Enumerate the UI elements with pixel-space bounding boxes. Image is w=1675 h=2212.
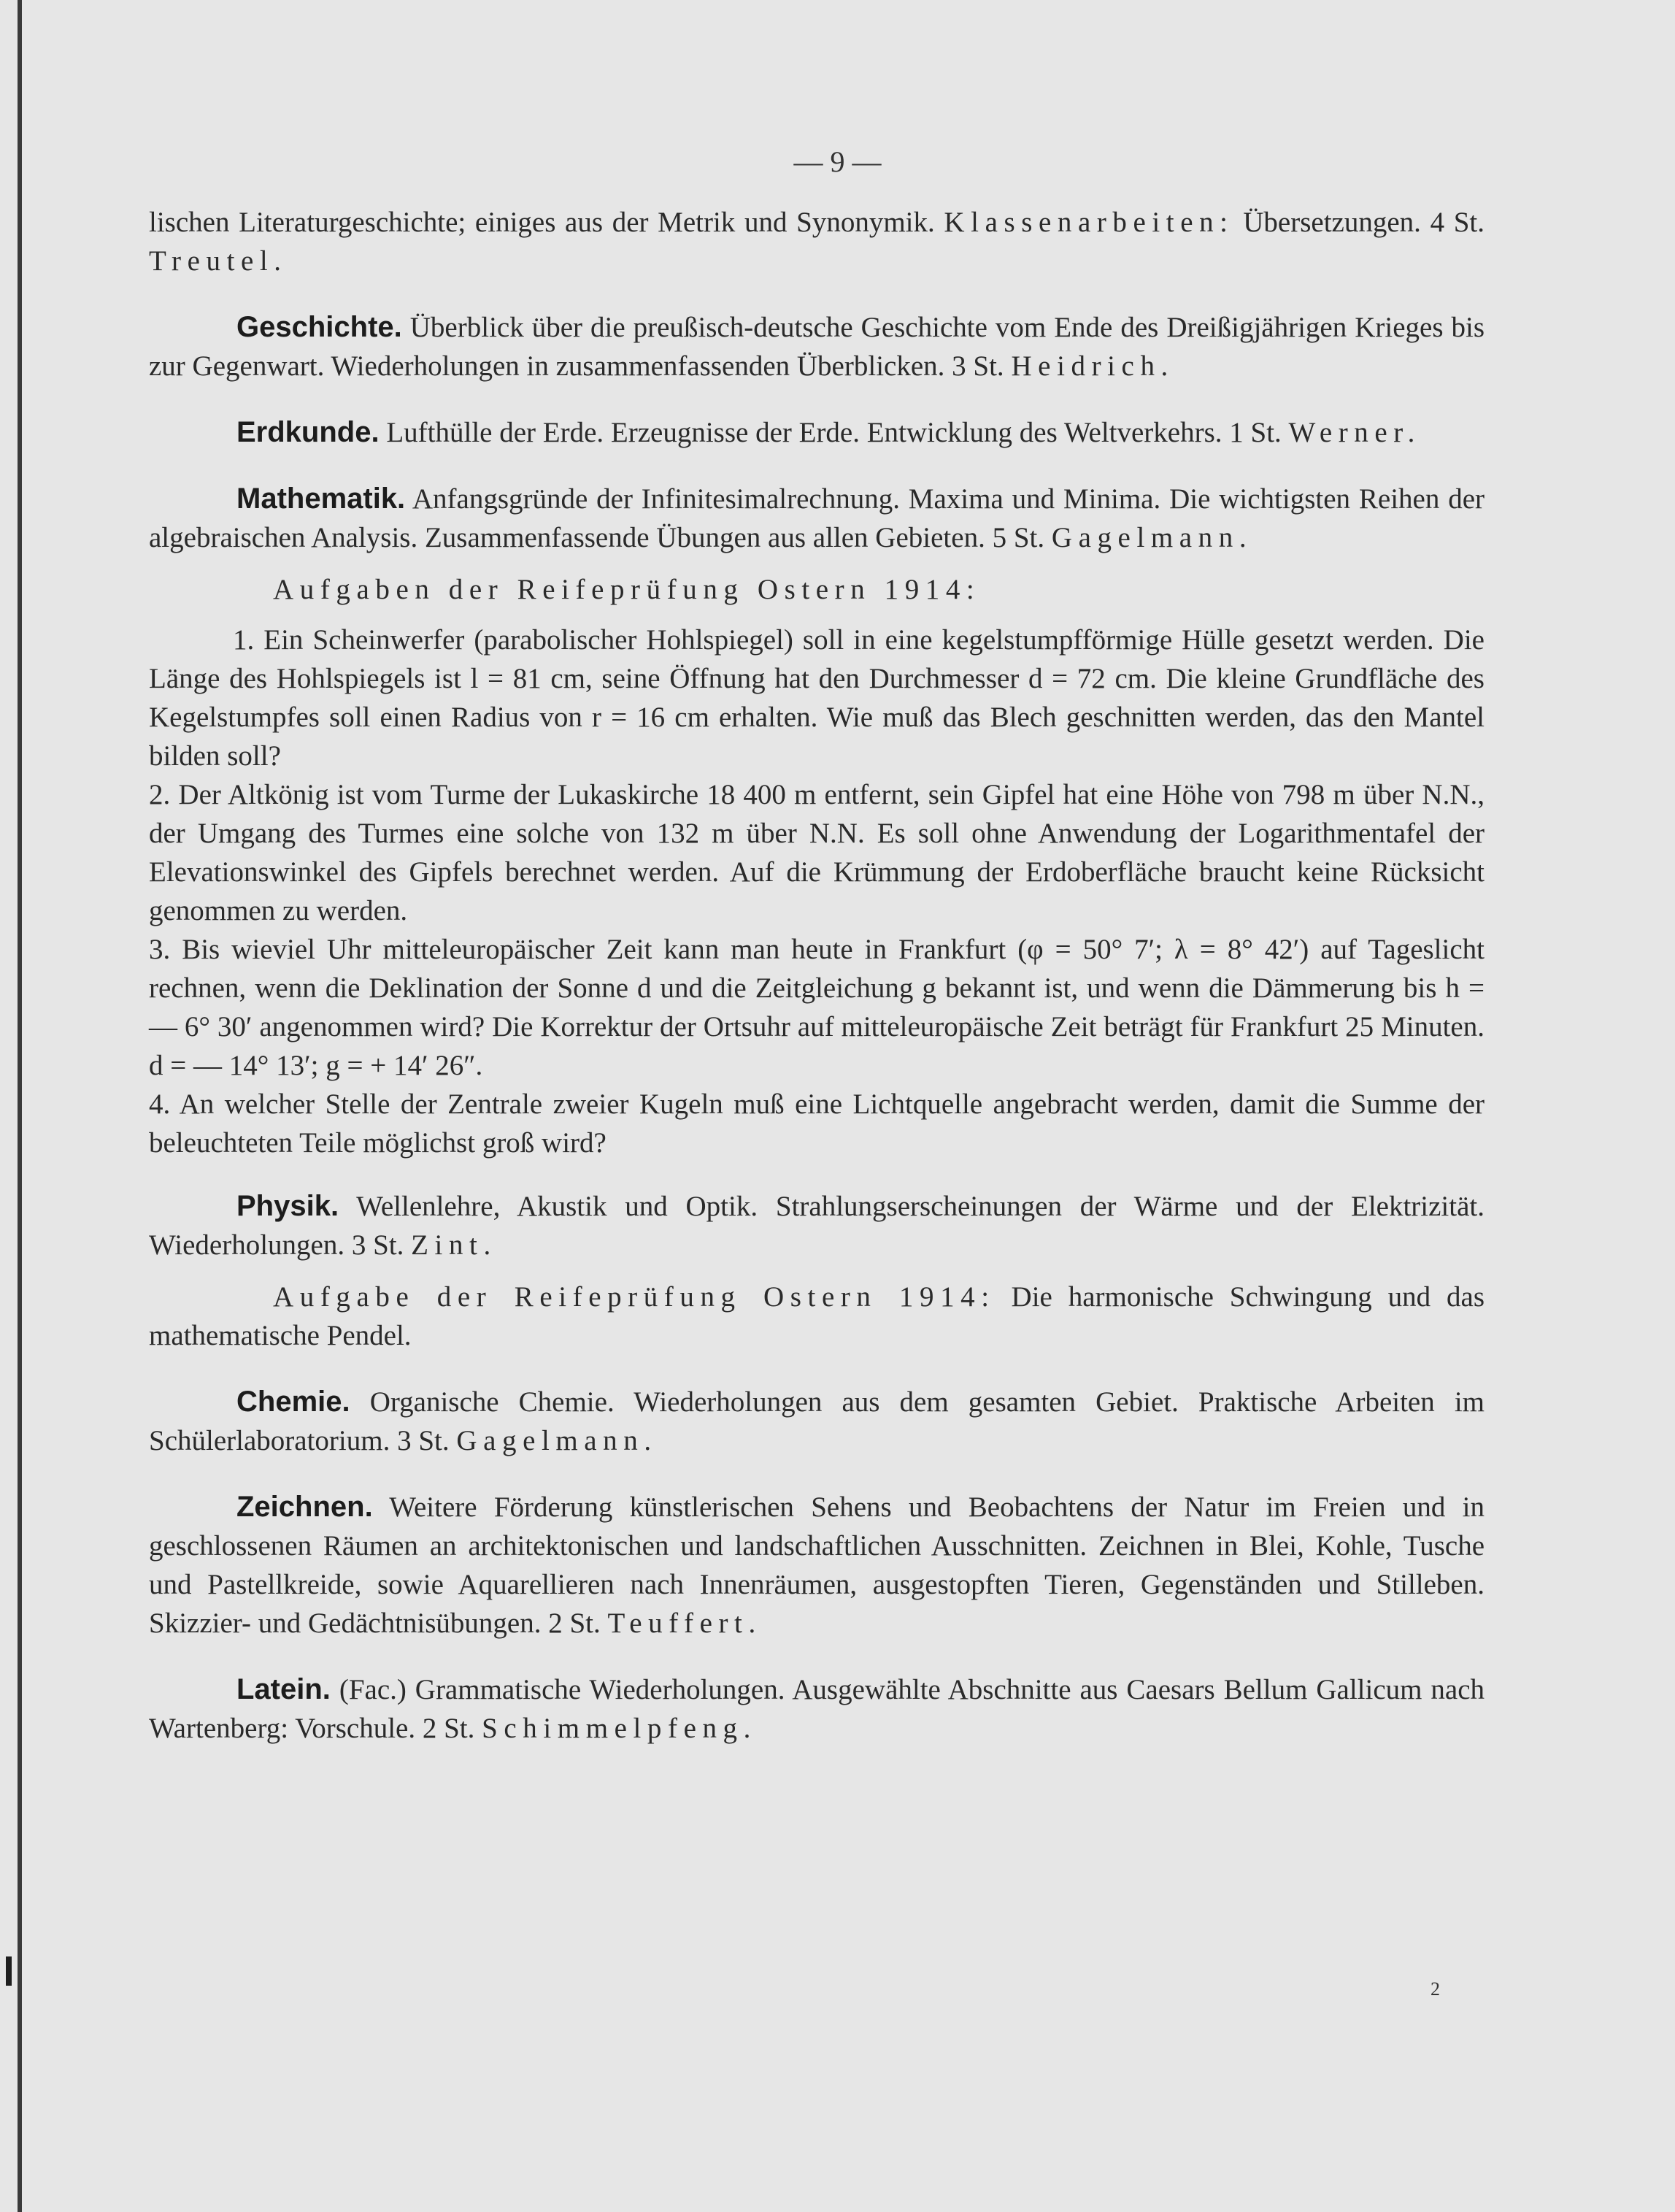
subject-title: Chemie. bbox=[236, 1386, 350, 1418]
exam-heading: Aufgabe der Reifeprüfung Ostern 1914: bbox=[273, 1281, 996, 1313]
subject-title: Zeichnen. bbox=[236, 1491, 373, 1523]
subject-title: Erdkunde. bbox=[236, 416, 380, 448]
intro-spaced: Klassenarbeiten: bbox=[944, 207, 1234, 238]
exam-heading: Aufgaben der Reifeprüfung Ostern 1914: bbox=[273, 574, 981, 605]
subject-text: Organische Chemie. Wiederholungen aus dem gesamten Gebiet. Praktische Arbeiten im Schülerlaboratorium. 3 St. bbox=[149, 1386, 1485, 1456]
teacher-name: Heidrich. bbox=[1011, 350, 1174, 382]
teacher-name: Gagelmann. bbox=[456, 1425, 658, 1456]
section-latein bbox=[149, 1670, 1485, 1748]
page-binding-edge bbox=[18, 0, 22, 2212]
subject-title: Mathematik. bbox=[236, 483, 406, 515]
physik-exam bbox=[149, 1278, 1485, 1355]
subject-title: Latein. bbox=[236, 1673, 331, 1705]
binding-mark bbox=[6, 1956, 12, 1986]
section-chemie bbox=[149, 1383, 1485, 1460]
teacher-name: Gagelmann. bbox=[1051, 522, 1253, 553]
subject-text: Überblick über die preußisch-deutsche Geschichte vom Ende des Dreißigjährigen Krieges bis zur Gegenwart. Wiederholungen in zusammenfassenden Überblicken. 3 St. bbox=[149, 312, 1485, 382]
teacher-name: Werner. bbox=[1288, 417, 1421, 448]
page-number: — 9 — bbox=[793, 145, 882, 178]
teacher-name: Zint. bbox=[411, 1229, 497, 1261]
problem-3: 3. Bis wieviel Uhr mitteleuropäischer Zeit kann man heute in Frankfurt (φ = 50° 7′; λ = 8° 42′) auf Tageslicht rechnen, wenn die Deklination der Sonne d und die Zeitgleichung g bekannt ist, und wenn die Dämmerung bis h = — 6° 30′ angenommen wird? Die Korrektur der Ortsuhr auf mitteleuropäische Zeit beträgt für Frankfurt 25 Minuten. d = — 14° 13′; g = + 14′ 26″. bbox=[149, 934, 1485, 1081]
intro-text2: Übersetzungen. 4 St. bbox=[1243, 207, 1485, 238]
page-body bbox=[149, 203, 1485, 1775]
intro-paragraph bbox=[149, 203, 1485, 280]
teacher-name: Schimmelpfeng. bbox=[482, 1713, 757, 1744]
problem-1: 1. Ein Scheinwerfer (parabolischer Hohlspiegel) soll in eine kegelstumpfförmige Hülle gesetzt werden. Die Länge des Hohlspiegels ist l = 81 cm, seine Öffnung hat den Durchmesser d = 72 cm. Die kleine Grundfläche des Kegelstumpfes soll einen Radius von r = 16 cm erhalten. Wie muß das Blech geschnitten werden, das den Mantel bilden soll? bbox=[149, 624, 1485, 772]
problem-4: 4. An welcher Stelle der Zentrale zweier Kugeln muß eine Lichtquelle angebracht werden, damit die Summe der beleuchteten Teile möglichst groß wird? bbox=[149, 1088, 1485, 1159]
subject-text: (Fac.) Grammatische Wiederholungen. Ausgewählte Abschnitte aus Caesars Bellum Gallicum nach Wartenberg: Vorschule. 2 St. bbox=[149, 1674, 1485, 1744]
intro-text: lischen Literaturgeschichte; einiges aus der Metrik und Synonymik. bbox=[149, 207, 935, 238]
teacher-name: Teuffert. bbox=[607, 1608, 762, 1639]
subject-text: Lufthülle der Erde. Erzeugnisse der Erde. Entwicklung des Weltverkehrs. 1 St. bbox=[386, 417, 1282, 448]
section-erdkunde bbox=[149, 413, 1485, 452]
section-geschichte bbox=[149, 308, 1485, 385]
section-zeichnen bbox=[149, 1488, 1485, 1643]
section-mathematik bbox=[149, 480, 1485, 557]
subject-text: Weitere Förderung künstlerischen Sehens und Beobachtens der Natur im Freien und in geschlossenen Räumen an architektonischen und landschaftlichen Ausschnitten. Zeichnen in Blei, Kohle, Tusche und Pastellkreide, sowie Aquarellieren nach Innenräumen, ausgestopften Tieren, Gegenständen und Stilleben. Skizzier- und Gedächtnisübungen. 2 St. bbox=[149, 1491, 1485, 1639]
problem-2: 2. Der Altkönig ist vom Turme der Lukaskirche 18 400 m entfernt, sein Gipfel hat eine Höhe von 798 m über N.N., der Umgang des Turmes eine solche von 132 m über N.N. Es soll ohne Anwendung der Logarithmentafel der Elevationswinkel des Gipfels berechnet werden. Auf die Krümmung der Erdoberfläche braucht keine Rücksicht genommen zu werden. bbox=[149, 779, 1485, 926]
subject-title: Geschichte. bbox=[236, 311, 402, 343]
subject-title: Physik. bbox=[236, 1190, 339, 1222]
signature-mark: 2 bbox=[1431, 1978, 1440, 2000]
intro-teacher: Treutel. bbox=[149, 245, 288, 277]
exam-text: Die harmonische Schwingung und das mathematische Pendel. bbox=[149, 1281, 1485, 1351]
section-physik bbox=[149, 1187, 1485, 1264]
subject-text: Anfangsgründe der Infinitesimalrechnung. Maxima und Minima. Die wichtigsten Reihen der algebraischen Analysis. Zusammenfassende Übungen aus allen Gebieten. 5 St. bbox=[149, 483, 1485, 553]
exam-problems bbox=[149, 621, 1485, 1162]
subject-text: Wellenlehre, Akustik und Optik. Strahlungserscheinungen der Wärme und der Elektrizität. Wiederholungen. 3 St. bbox=[149, 1191, 1485, 1261]
